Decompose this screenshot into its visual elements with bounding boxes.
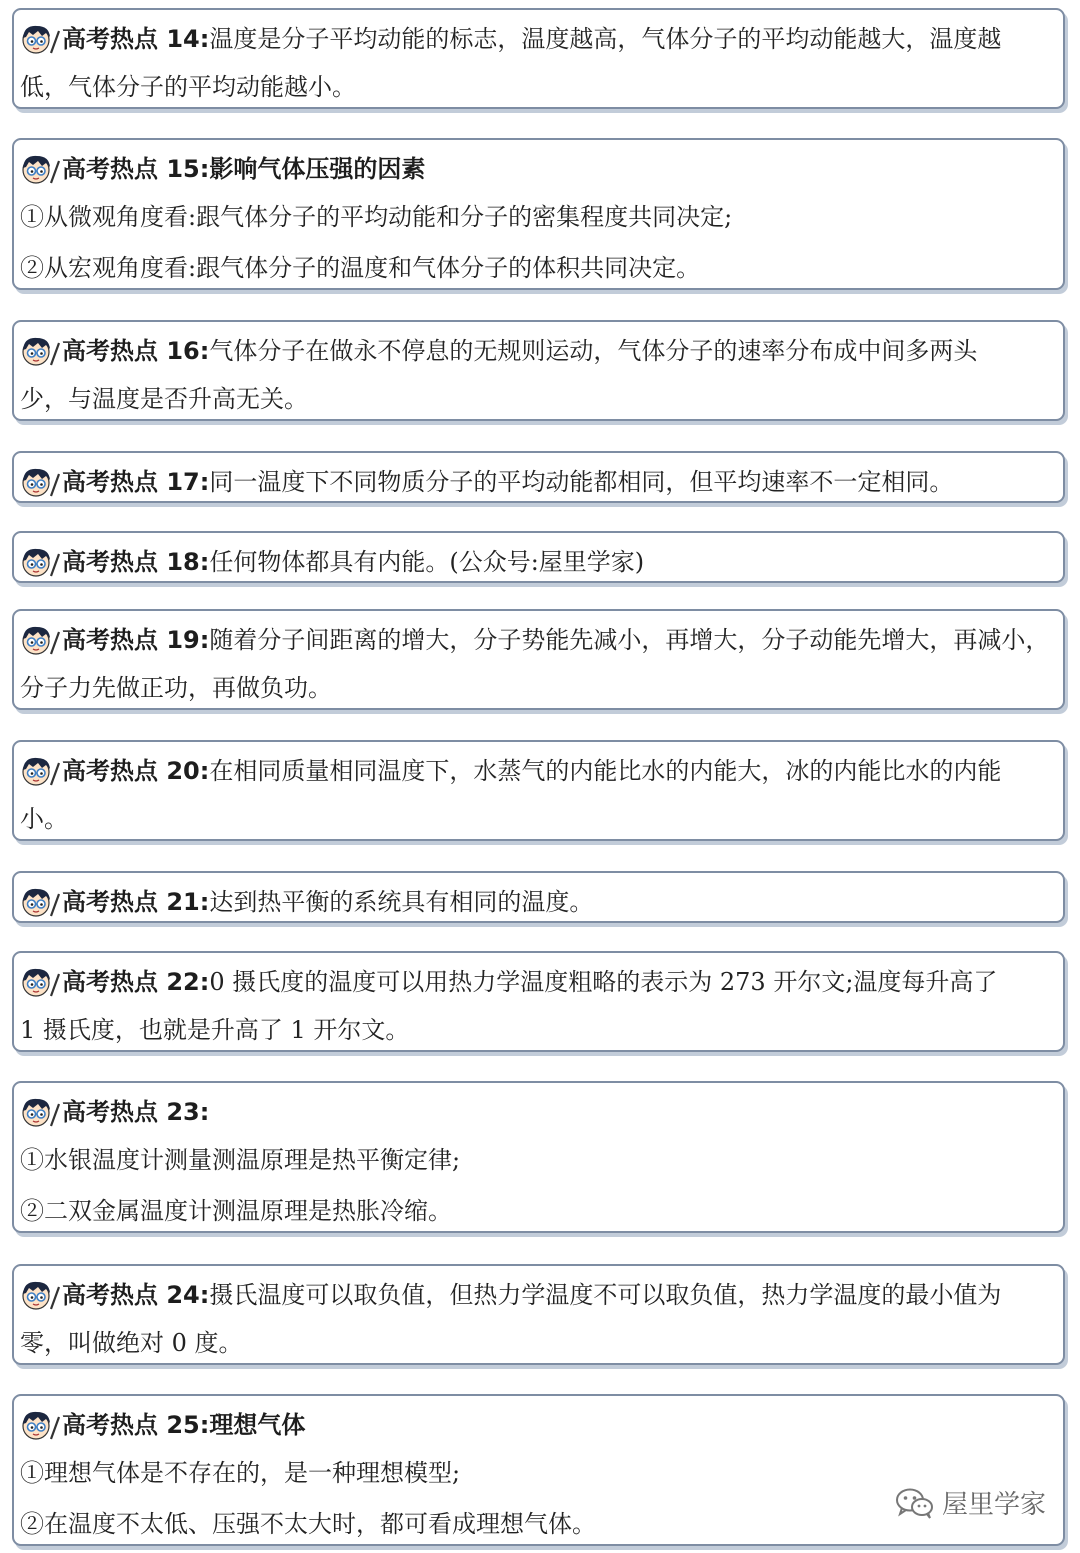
student-face-icon xyxy=(20,1409,60,1441)
hotspot-text: ①理想气体是不存在的，是一种理想模型; xyxy=(20,1459,461,1487)
hotspot-text: ②在温度不太低、压强不太大时，都可看成理想气体。 xyxy=(20,1510,596,1538)
hotspot-text: ②从宏观角度看:跟气体分子的温度和气体分子的体积共同决定。 xyxy=(20,254,701,282)
student-face-icon xyxy=(20,546,60,578)
student-face-icon xyxy=(20,466,60,498)
student-face-icon xyxy=(20,153,60,185)
card-first-line xyxy=(20,1272,1055,1318)
student-face-icon xyxy=(20,755,60,787)
hotspot-label: 高考热点 15:影响气体压强的因素 xyxy=(62,155,426,183)
card-line xyxy=(20,1005,1055,1056)
student-face-icon xyxy=(20,1279,60,1311)
hotspot-label: 高考热点 14: xyxy=(62,25,210,53)
hotspot-text: 1 摄氏度，也就是升高了 1 开尔文。 xyxy=(20,1016,410,1044)
card-line xyxy=(20,1135,1055,1186)
hotspot-card xyxy=(12,871,1065,923)
student-face-icon xyxy=(20,966,60,998)
card-line xyxy=(20,62,1055,113)
hotspot-text: 气体分子在做永不停息的无规则运动，气体分子的速率分布成中间多两头 xyxy=(209,337,978,365)
hotspot-card xyxy=(12,531,1065,583)
watermark xyxy=(894,1484,1046,1521)
hotspot-card xyxy=(12,451,1065,503)
hotspot-label: 高考热点 16: xyxy=(62,337,210,365)
card-heading xyxy=(20,328,209,374)
student-face-icon xyxy=(20,23,60,55)
card-first-line xyxy=(20,748,1055,794)
student-face-icon xyxy=(20,335,60,367)
card-heading xyxy=(20,539,209,585)
hotspot-text: 任何物体都具有内能。(公众号:屋里学家) xyxy=(209,548,645,576)
card-first-line xyxy=(20,1089,1055,1135)
wechat-icon xyxy=(894,1487,936,1519)
hotspot-card xyxy=(12,138,1065,290)
hotspot-card xyxy=(12,320,1065,421)
hotspot-label: 高考热点 25:理想气体 xyxy=(62,1411,306,1439)
card-first-line xyxy=(20,328,1055,374)
student-face-icon xyxy=(20,624,60,656)
hotspot-text: ②二双金属温度计测温原理是热胀冷缩。 xyxy=(20,1197,452,1225)
hotspot-text: 同一温度下不同物质分子的平均动能都相同，但平均速率不一定相同。 xyxy=(209,468,954,496)
hotspot-text: ①水银温度计测量测温原理是热平衡定律; xyxy=(20,1146,461,1174)
hotspot-text: 随着分子间距离的增大，分子势能先减小，再增大，分子动能先增大，再减小， xyxy=(209,626,1050,654)
card-heading xyxy=(20,1089,209,1135)
hotspot-card xyxy=(12,609,1065,710)
hotspot-text: 在相同质量相同温度下，水蒸气的内能比水的内能大，冰的内能比水的内能 xyxy=(209,757,1002,785)
hotspot-text: 低，气体分子的平均动能越小。 xyxy=(20,73,356,101)
card-line xyxy=(20,794,1055,845)
card-heading xyxy=(20,16,209,62)
hotspot-card xyxy=(12,1081,1065,1233)
hotspot-label: 高考热点 22: xyxy=(62,968,210,996)
watermark-text: 屋里学家 xyxy=(941,1490,1046,1520)
card-line xyxy=(20,243,1055,294)
hotspot-text: 分子力先做正功，再做负功。 xyxy=(20,674,332,702)
hotspot-text: 小。 xyxy=(20,805,68,833)
card-first-line xyxy=(20,459,1055,505)
card-line xyxy=(20,663,1055,714)
hotspot-text: 零，叫做绝对 0 度。 xyxy=(20,1329,243,1357)
hotspot-card xyxy=(12,740,1065,841)
hotspot-text: 摄氏温度可以取负值，但热力学温度不可以取负值，热力学温度的最小值为 xyxy=(209,1281,1002,1309)
card-heading xyxy=(20,959,209,1005)
hotspot-text: 0 摄氏度的温度可以用热力学温度粗略的表示为 273 开尔文;温度每升高了 xyxy=(209,968,998,996)
card-first-line xyxy=(20,16,1055,62)
card-first-line xyxy=(20,617,1055,663)
hotspot-label: 高考热点 18: xyxy=(62,548,210,576)
hotspot-label: 高考热点 19: xyxy=(62,626,210,654)
card-first-line xyxy=(20,539,1055,585)
hotspot-label: 高考热点 21: xyxy=(62,888,210,916)
hotspot-text: 少，与温度是否升高无关。 xyxy=(20,385,308,413)
card-heading xyxy=(20,748,209,794)
card-line xyxy=(20,1186,1055,1237)
hotspot-label: 高考热点 20: xyxy=(62,757,210,785)
card-first-line xyxy=(20,146,1055,192)
card-heading xyxy=(20,146,425,192)
hotspot-text: ①从微观角度看:跟气体分子的平均动能和分子的密集程度共同决定; xyxy=(20,203,733,231)
card-heading xyxy=(20,879,209,925)
student-face-icon xyxy=(20,1096,60,1128)
hotspot-text: 温度是分子平均动能的标志，温度越高，气体分子的平均动能越大，温度越 xyxy=(209,25,1002,53)
card-first-line xyxy=(20,879,1055,925)
hotspot-label: 高考热点 17: xyxy=(62,468,210,496)
card-first-line xyxy=(20,1402,1055,1448)
hotspot-card xyxy=(12,1264,1065,1365)
student-face-icon xyxy=(20,886,60,918)
hotspot-label: 高考热点 24: xyxy=(62,1281,210,1309)
hotspot-label: 高考热点 23: xyxy=(62,1098,210,1126)
hotspot-card xyxy=(12,8,1065,109)
hotspot-card xyxy=(12,951,1065,1052)
card-heading xyxy=(20,1402,305,1448)
card-line xyxy=(20,1318,1055,1369)
card-line xyxy=(20,374,1055,425)
card-heading xyxy=(20,459,209,505)
card-first-line xyxy=(20,959,1055,1005)
hotspot-card xyxy=(12,1394,1065,1546)
card-heading xyxy=(20,617,209,663)
hotspot-text: 达到热平衡的系统具有相同的温度。 xyxy=(209,888,594,916)
card-heading xyxy=(20,1272,209,1318)
card-line xyxy=(20,192,1055,243)
